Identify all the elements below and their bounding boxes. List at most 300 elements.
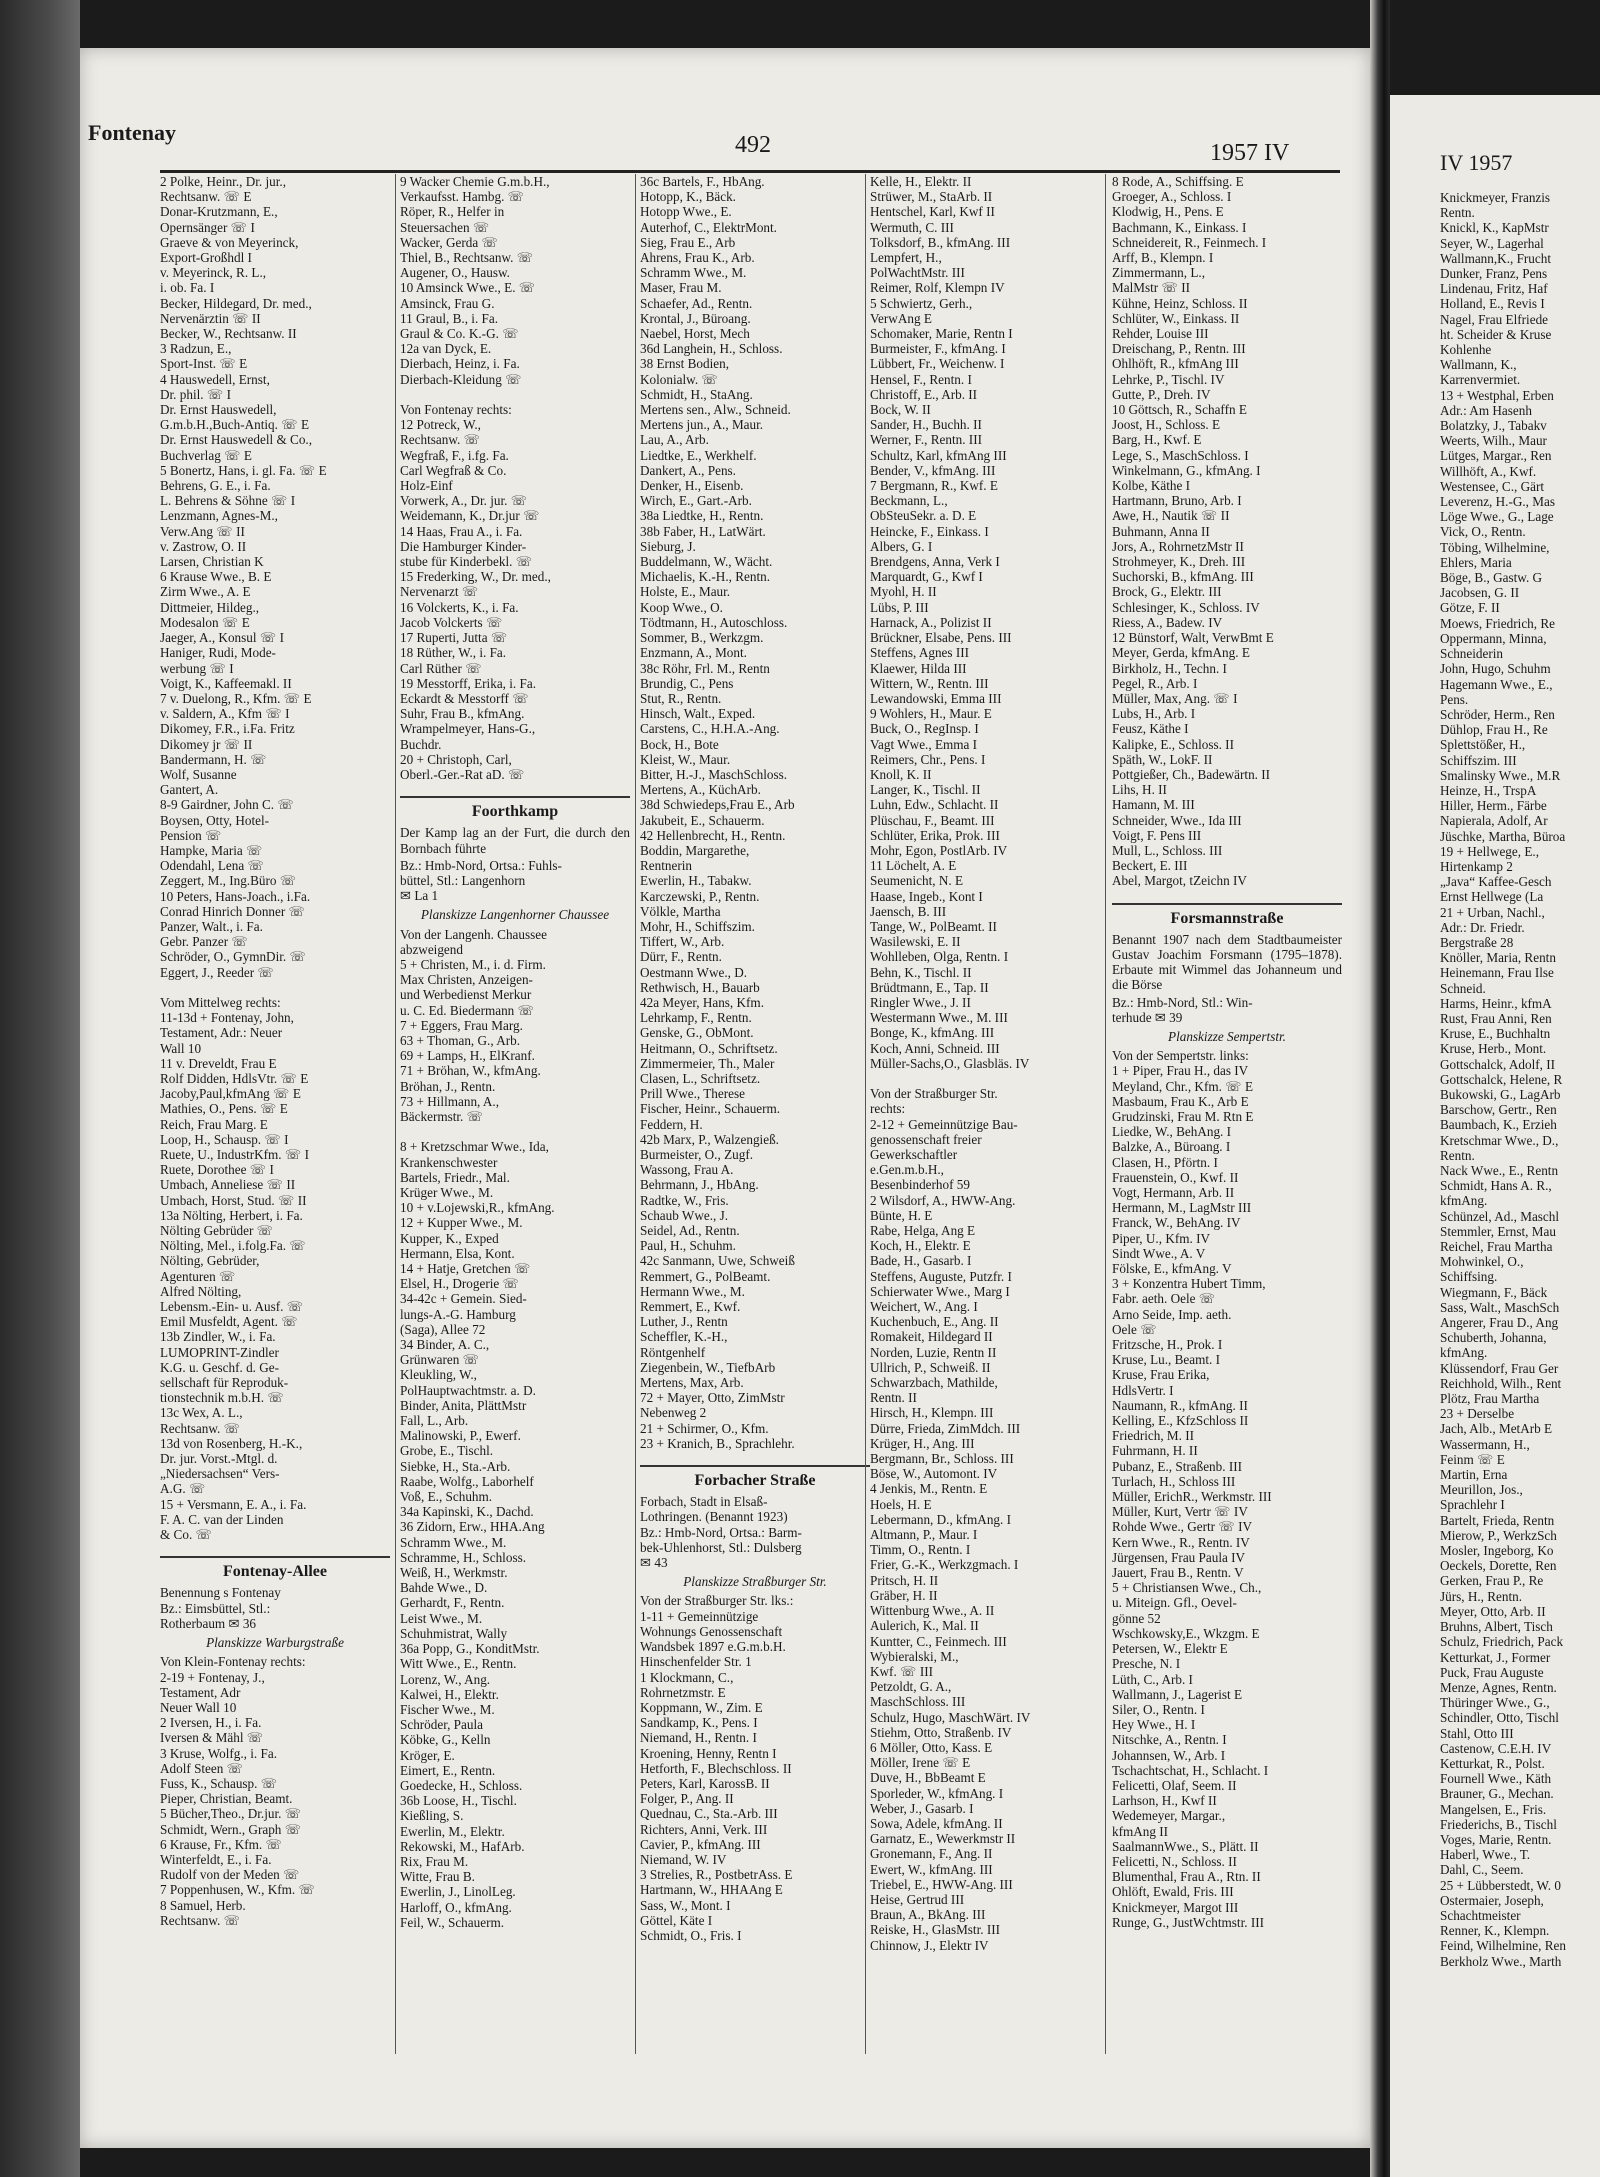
directory-entry: 12a van Dyck, E.	[400, 341, 492, 357]
directory-entry: Schaefer, Ad., Rentn.	[640, 295, 753, 311]
district-info: büttel, Stl.: Langenhorn	[400, 872, 526, 888]
directory-entry: Presche, N. I	[1112, 1656, 1181, 1672]
facing-page-entry: Bergstraße 28	[1440, 934, 1514, 950]
directory-entry: Hensel, F., Rentn. I	[870, 371, 972, 387]
directory-entry: Goedecke, H., Schloss.	[400, 1777, 523, 1793]
facing-page-entry: Adr.: Dr. Friedr.	[1440, 919, 1525, 935]
column-2	[400, 174, 630, 2054]
column-divider	[395, 174, 396, 2054]
directory-entry: Steffens, Agnes III	[870, 645, 970, 661]
directory-entry: 36 Zidorn, Erw., HHA.Ang	[400, 1519, 545, 1535]
district-info: Lothringen. (Benannt 1923)	[640, 1509, 788, 1525]
facing-page-entry: Westensee, C., Gärt	[1440, 478, 1545, 494]
directory-entry: Knickmeyer, Margot III	[1112, 1899, 1239, 1915]
directory-entry: 12 Bünstorf, Walt, VerwBmt E	[1112, 630, 1274, 646]
directory-entry: 71 + Bröhan, W., kfmAng.	[400, 1063, 541, 1079]
directory-entry: Von der Straßburger Str. lks.:	[640, 1593, 794, 1609]
directory-entry: 19 Messtorff, Erika, i. Fa.	[400, 675, 537, 691]
directory-entry: Buhmann, Anna II	[1112, 523, 1210, 539]
directory-entry: Oberl.-Ger.-Rat aD. ☏	[400, 766, 525, 782]
plan-reference: Planskizze Warburgstraße	[206, 1635, 344, 1651]
directory-entry: Reiske, H., GlasMstr. III	[870, 1922, 1001, 1938]
directory-entry	[870, 1071, 1100, 1086]
directory-entry: kfmAng II	[1112, 1823, 1169, 1839]
directory-entry: Dürr, F., Rentn.	[640, 949, 722, 965]
directory-entry: Aulerich, K., Mal. II	[870, 1618, 979, 1634]
directory-entry: Dr. Ernst Hauswedell,	[160, 402, 277, 418]
directory-entry: Von der Sempertstr. links:	[1112, 1048, 1249, 1064]
directory-entry: & Co. ☏	[160, 1527, 213, 1543]
directory-entry: Awe, H., Nautik ☏ II	[1112, 508, 1230, 524]
directory-entry: Sommer, B., Werkzgm.	[640, 630, 764, 646]
directory-entry: Iversen & Mähl ☏	[160, 1730, 264, 1746]
directory-entry: Zimmermann, L.,	[1112, 265, 1206, 281]
directory-entry: Kruse, Frau Erika,	[1112, 1367, 1210, 1383]
directory-entry: Haniger, Rudi, Mode-	[160, 645, 276, 661]
directory-entry: Altmann, P., Maur. I	[870, 1527, 978, 1543]
directory-entry: 42 Hellenbrecht, H., Rentn.	[640, 827, 786, 843]
facing-page-entry: Voges, Marie, Rentn.	[1440, 1831, 1552, 1847]
directory-entry: 7 Poppenhusen, W., Kfm. ☏	[160, 1882, 315, 1898]
facing-page-entry: Weerts, Wilh., Maur	[1440, 433, 1547, 449]
directory-entry: Testament, Adr.: Neuer	[160, 1025, 283, 1041]
directory-entry: Umbach, Horst, Stud. ☏ II	[160, 1192, 307, 1208]
directory-entry: Boddin, Margarethe,	[640, 842, 750, 858]
directory-entry: Hirsch, H., Klempn. III	[870, 1405, 994, 1421]
directory-entry: Hinschenfelder Str. 1	[640, 1654, 752, 1670]
facing-page-entry: kfmAng.	[1440, 1193, 1488, 1209]
directory-entry: Wybieralski, M.,	[870, 1648, 959, 1664]
directory-entry: Chinnow, J., Elektr IV	[870, 1937, 989, 1953]
directory-entry: Ullrich, P., Schweiß. II	[870, 1359, 991, 1375]
directory-entry: Lege, S., MaschSchloss. I	[1112, 447, 1249, 463]
directory-entry: PolWachtMstr. III	[870, 265, 965, 281]
directory-entry: Felicetti, N., Schloss. II	[1112, 1853, 1237, 1869]
directory-entry: 2-19 + Fontenay, J.,	[160, 1669, 265, 1685]
directory-entry: Winkelmann, G., kfmAng. I	[1112, 462, 1261, 478]
directory-entry: Buchverlag ☏ E	[160, 447, 252, 463]
directory-entry: Hoels, H. E	[870, 1496, 932, 1512]
directory-entry: 13a Nölting, Herbert, i. Fa.	[160, 1207, 303, 1223]
directory-entry: Odendahl, Lena ☏	[160, 858, 265, 874]
facing-page-entry: Rentn.	[1440, 205, 1475, 221]
directory-entry: Tschachtschat, H., Schlacht. I	[1112, 1762, 1269, 1778]
directory-entry: Nervenarzt ☏	[400, 584, 479, 600]
directory-entry	[400, 1124, 630, 1139]
directory-entry: Pottgießer, Ch., Badewärtn. II	[1112, 766, 1271, 782]
directory-entry: Abel, Margot, tZeichn IV	[1112, 873, 1247, 889]
directory-entry: Groeger, A., Schloss. I	[1112, 189, 1232, 205]
directory-entry: Von der Langenh. Chaussee	[400, 926, 547, 942]
directory-entry: Ewerlin, H., Tabakw.	[640, 873, 752, 889]
directory-entry: Kuntter, C., Feinmech. III	[870, 1633, 1007, 1649]
directory-entry: Beckert, E. III	[1112, 858, 1188, 874]
directory-entry: Müller, ErichR., Werkmstr. III	[1112, 1489, 1272, 1505]
directory-entry: Peters, Karl, KarossB. II	[640, 1775, 770, 1791]
directory-entry: Holste, E., Maur.	[640, 584, 731, 600]
facing-page-entry: Vick, O., Rentn.	[1440, 524, 1526, 540]
directory-entry: Die Hamburger Kinder-	[400, 538, 527, 554]
directory-entry: Brundig, C., Pens	[640, 675, 734, 691]
directory-entry: Dankert, A., Pens.	[640, 462, 736, 478]
directory-entry: Rolf Didden, HdlsVtr. ☏ E	[160, 1070, 309, 1086]
column-divider	[635, 174, 636, 2054]
directory-entry: Strüwer, M., StaArb. II	[870, 189, 993, 205]
directory-entry: Turlach, H., Schloss III	[1112, 1473, 1236, 1489]
directory-entry: Wohnungs Genossenschaft	[640, 1623, 783, 1639]
directory-entry: Vorwerk, A., Dr. jur. ☏	[400, 493, 528, 509]
directory-entry: Kleist, W., Maur.	[640, 751, 731, 767]
directory-entry: 1 Klockmann, C.,	[640, 1669, 734, 1685]
directory-entry: Röper, R., Helfer in	[400, 204, 505, 220]
facing-page-entry: Töbing, Wilhelmine,	[1440, 539, 1550, 555]
directory-entry: Siler, O., Rentn. I	[1112, 1701, 1205, 1717]
directory-entry: 7 v. Duelong, R., Kfm. ☏ E	[160, 690, 312, 706]
facing-page-entry: Jacobsen, G. II	[1440, 585, 1520, 601]
district-info: Bz.: Hmb-Nord, Ortsa.: Fuhls-	[400, 857, 562, 873]
directory-entry: Radtke, W., Fris.	[640, 1192, 729, 1208]
directory-entry: Lehrke, P., Tischl. IV	[1112, 371, 1225, 387]
directory-entry: Pegel, R., Arb. I	[1112, 675, 1198, 691]
directory-entry: Gutte, P., Dreh. IV	[1112, 386, 1211, 402]
directory-entry: Lorenz, W., Ang.	[400, 1671, 491, 1687]
directory-entry: Hinsch, Walt., Exped.	[640, 706, 756, 722]
facing-page-entry: John, Hugo, Schuhm	[1440, 661, 1551, 677]
directory-entry: 5 + Christiansen Wwe., Ch.,	[1112, 1580, 1262, 1596]
directory-entry: Myohl, H. II	[870, 584, 937, 600]
directory-entry: Rechtsanw. ☏	[160, 1912, 241, 1928]
directory-entry: Balzke, A., Büroang. I	[1112, 1139, 1231, 1155]
directory-entry: Sieburg, J.	[640, 538, 696, 554]
directory-entry: Krüger, H., Ang. III	[870, 1435, 975, 1451]
directory-entry: Wohlleben, Olga, Rentn. I	[870, 949, 1009, 965]
directory-entry: Feusz, Käthe I	[1112, 721, 1189, 737]
directory-entry: Hamann, M. III	[1112, 797, 1195, 813]
directory-entry: Bahde Wwe., D.	[400, 1580, 488, 1596]
directory-entry: Burmeister, F., kfmAng. I	[870, 341, 1006, 357]
directory-entry: Larsen, Christian K	[160, 554, 264, 570]
district-info: Forbach, Stadt in Elsaß-	[640, 1494, 768, 1510]
directory-entry: Carl Rüther ☏	[400, 660, 482, 676]
facing-page-entry: Jürs, H., Rentn.	[1440, 1588, 1523, 1604]
facing-page-entry: Bukowski, G., LagArb	[1440, 1086, 1561, 1102]
directory-entry: Koop Wwe., O.	[640, 599, 723, 615]
directory-entry: Sowa, Adele, kfmAng. II	[870, 1815, 1003, 1831]
directory-entry: Marquardt, G., Kwf I	[870, 569, 983, 585]
directory-entry: Rudolf von der Meden ☏	[160, 1867, 300, 1883]
directory-entry: Amsinck, Frau G.	[400, 295, 495, 311]
directory-entry: Brüdtmann, E., Tap. II	[870, 979, 989, 995]
facing-page-entry: Moews, Friedrich, Re	[1440, 615, 1556, 631]
directory-entry: Braun, A., BkAng. III	[870, 1907, 986, 1923]
directory-entry: Müller, Max, Ang. ☏ I	[1112, 690, 1238, 706]
directory-entry: Harloff, O., kfmAng.	[400, 1899, 512, 1915]
directory-entry: Gebr. Panzer ☏	[160, 934, 248, 950]
directory-entry: Von der Straßburger Str.	[870, 1086, 998, 1102]
directory-entry: i. ob. Fa. I	[160, 280, 215, 296]
facing-page-entry: Stemmler, Ernst, Mau	[1440, 1223, 1556, 1239]
directory-entry: Jakubeit, E., Schauerm.	[640, 812, 765, 828]
directory-entry: Conrad Hinrich Donner ☏	[160, 903, 306, 919]
directory-entry: 36c Bartels, F., HbAng.	[640, 174, 765, 189]
directory-entry: Schramm Wwe., M.	[400, 1534, 507, 1550]
facing-page-entry: Reichel, Frau Martha	[1440, 1239, 1553, 1255]
directory-entry: Kalipke, E., Schloss. II	[1112, 736, 1234, 752]
directory-entry: Boysen, Otty, Hotel-	[160, 812, 270, 828]
directory-entry: Fischer Wwe., M.	[400, 1701, 495, 1717]
directory-entry: Hermann, Elsa, Kont.	[400, 1245, 515, 1261]
directory-entry: Panzer, Walt., i. Fa.	[160, 918, 263, 934]
directory-entry: Raabe, Wolfg., Laborhelf	[400, 1473, 534, 1489]
facing-page-entry: Schröder, Herm., Ren	[1440, 706, 1555, 722]
directory-entry: 3 + Konzentra Hubert Timm,	[1112, 1276, 1266, 1292]
directory-entry: Schramme, H., Schloss.	[400, 1549, 527, 1565]
directory-entry: Dikomey jr ☏ II	[160, 736, 253, 752]
facing-page-entry: Sass, Walt., MaschSch	[1440, 1299, 1560, 1315]
directory-entry: Wittern, W., Rentn. III	[870, 675, 989, 691]
directory-entry: 7 + Eggers, Frau Marg.	[400, 1017, 523, 1033]
directory-entry: Rekowski, M., HafArb.	[400, 1838, 525, 1854]
facing-page-entry: „Java“ Kaffee-Gesch	[1440, 874, 1552, 890]
directory-entry: Gronemann, F., Ang. II	[870, 1846, 993, 1862]
directory-entry: Remmert, E., Kwf.	[640, 1299, 741, 1315]
directory-entry: 12 Potreck, W.,	[400, 417, 481, 433]
directory-entry: Köbke, G., Kelln	[400, 1732, 491, 1748]
facing-page-entry: Jach, Alb., MetArb E	[1440, 1421, 1553, 1437]
directory-entry: 12 + Kupper Wwe., M.	[400, 1215, 523, 1231]
directory-entry: (Saga), Allee 72	[400, 1321, 486, 1337]
facing-page-entry: Gottschalck, Adolf, II	[1440, 1056, 1555, 1072]
directory-entry: Stiehm, Otto, Straßenb. IV	[870, 1724, 1012, 1740]
directory-entry: Kalwei, H., Elektr.	[400, 1686, 499, 1702]
directory-entry: Weber, J., Gasarb. I	[870, 1800, 974, 1816]
facing-page-entry: Nagel, Frau Elfriede	[1440, 311, 1549, 327]
directory-entry: Beckmann, L.,	[870, 493, 948, 509]
directory-entry: Bachmann, K., Einkass. I	[1112, 219, 1247, 235]
directory-entry: 5 Bonertz, Hans, i. gl. Fa. ☏ E	[160, 462, 327, 478]
facing-page-entry: Wallmann,K., Frucht	[1440, 250, 1552, 266]
page-edge-shadow	[0, 0, 80, 2177]
plan-reference: Planskizze Langenhorner Chaussee	[420, 907, 610, 923]
facing-page-entry: Heinemann, Frau Ilse	[1440, 965, 1554, 981]
directory-entry: Wegfraß, F., i.fg. Fa.	[400, 447, 509, 463]
directory-entry: 42b Marx, P., Walzengieß.	[640, 1131, 779, 1147]
directory-entry: Jors, A., RohrnetzMstr II	[1112, 538, 1244, 554]
directory-entry: Ohlhöft, R., kfmAng III	[1112, 356, 1239, 372]
directory-entry: 38a Liedtke, H., Rentn.	[640, 508, 764, 524]
directory-entry: 23 + Kranich, B., Sprachlehr.	[640, 1435, 795, 1451]
district-info: Rotherbaum ✉ 36	[160, 1615, 257, 1631]
directory-entry: Becker, W., Rechtsanw. II	[160, 326, 297, 342]
directory-entry: 9 Wohlers, H., Maur. E	[870, 706, 992, 722]
facing-page-entry: Schmidt, Hans A. R.,	[1440, 1178, 1552, 1194]
directory-entry: Sporleder, W., kfmAng. I	[870, 1785, 1004, 1801]
directory-entry: rechts:	[870, 1101, 906, 1117]
directory-entry: Ahrens, Frau K., Arb.	[640, 250, 755, 266]
directory-entry: PolHauptwachtmstr. a. D.	[400, 1382, 536, 1398]
directory-entry: Dierbach, Heinz, i. Fa.	[400, 356, 520, 372]
directory-entry: Lewandowski, Emma III	[870, 690, 1002, 706]
facing-page-entry: Holland, E., Revis I	[1440, 296, 1545, 312]
directory-entry: A.G. ☏	[160, 1481, 206, 1497]
directory-entry: Hermann, M., LagMstr III	[1112, 1200, 1252, 1216]
directory-entry: Thiel, B., Rechtsanw. ☏	[400, 250, 534, 266]
facing-page-entry: Oeckels, Dorette, Ren	[1440, 1558, 1557, 1574]
directory-entry: Schaub Wwe., J.	[640, 1207, 729, 1223]
directory-entry: Wirch, E., Gart.-Arb.	[640, 493, 752, 509]
directory-entry: Reimer, Rolf, Klempn IV	[870, 280, 1005, 296]
directory-entry: Nebenweg 2	[640, 1405, 707, 1421]
directory-entry: Kuchenbuch, E., Ang. II	[870, 1314, 999, 1330]
directory-entry: Kolbe, Käthe I	[1112, 478, 1190, 494]
facing-page-entry: Feinm ☏ E	[1440, 1451, 1505, 1467]
directory-entry: 2 Polke, Heinr., Dr. jur.,	[160, 174, 287, 189]
header-rule	[160, 170, 1340, 173]
directory-entry: Gerhardt, F., Rentn.	[400, 1595, 505, 1611]
facing-page-entry: 25 + Lübberstedt, W. 0	[1440, 1877, 1561, 1893]
directory-entry: Lubs, H., Arb. I	[1112, 706, 1196, 722]
directory-entry: 38c Röhr, Frl. M., Rentn	[640, 660, 770, 676]
directory-entry: 15 + Versmann, E. A., i. Fa.	[160, 1496, 307, 1512]
facing-page-entry: Barschow, Gertr., Ren	[1440, 1102, 1557, 1118]
facing-page-entry: Schiffszim. III	[1440, 752, 1517, 768]
directory-entry: Schlüter, W., Einkass. II	[1112, 310, 1240, 326]
directory-entry: Voigt, K., Kaffeemakl. II	[160, 675, 292, 691]
facing-page-entry: Friederichs, B., Tischl	[1440, 1816, 1557, 1832]
directory-entry: Bünte, H. E	[870, 1207, 933, 1223]
facing-page-entry: Fournell Wwe., Käth	[1440, 1771, 1552, 1787]
facing-page-entry: Schneid.	[1440, 980, 1486, 996]
directory-entry: Zeggert, M., Ing.Büro ☏	[160, 873, 297, 889]
directory-entry: Kühne, Heinz, Schloss. II	[1112, 295, 1248, 311]
facing-page-entry: Lindenau, Fritz, Haf	[1440, 281, 1548, 297]
facing-page-entry: Heinze, H., TrspA	[1440, 782, 1537, 798]
directory-entry: 38b Faber, H., LatWärt.	[640, 523, 766, 539]
directory-entry: Larhson, H., Kwf II	[1112, 1793, 1217, 1809]
directory-entry: Bröhan, J., Rentn.	[400, 1078, 496, 1094]
directory-entry: Suchorski, B., kfmAng. III	[1112, 569, 1254, 585]
district-info: Bz.: Hmb-Nord, Ortsa.: Barm-	[640, 1524, 802, 1540]
directory-entry: Westermann Wwe., M. III	[870, 1010, 1008, 1026]
directory-entry: Kern Wwe., R., Rentn. IV	[1112, 1534, 1250, 1550]
directory-entry: Wall 10	[160, 1040, 202, 1056]
directory-entry: Hey Wwe., H. I	[1112, 1717, 1196, 1733]
directory-entry: 8 Samuel, Herb.	[160, 1897, 246, 1913]
directory-entry: Schlüter, Erika, Prok. III	[870, 827, 1000, 843]
directory-entry: Ruete, Dorothee ☏ I	[160, 1162, 274, 1178]
directory-entry: Möller, Irene ☏ E	[870, 1755, 971, 1771]
directory-entry: Kolonialw. ☏	[640, 371, 718, 387]
facing-page-entry: Gerken, Frau P., Re	[1440, 1573, 1544, 1589]
directory-entry: genossenschaft freier	[870, 1131, 982, 1147]
directory-entry: Bäckermstr. ☏	[400, 1108, 484, 1124]
directory-entry: Winterfeldt, E., i. Fa.	[160, 1851, 272, 1867]
directory-entry: Harnack, A., Polizist II	[870, 614, 992, 630]
directory-entry: Bandermann, H. ☏	[160, 751, 267, 767]
directory-entry: Buck, O., RegInsp. I	[870, 721, 979, 737]
directory-entry: Franck, W., BehAng. IV	[1112, 1215, 1241, 1231]
district-info: ✉ La 1	[400, 888, 439, 904]
facing-page-entry: Bruhns, Albert, Tisch	[1440, 1619, 1553, 1635]
directory-entry: Voigt, F. Pens III	[1112, 827, 1202, 843]
facing-page-entry: Oppermann, Minna,	[1440, 630, 1547, 646]
directory-entry: Rehder, Louise III	[1112, 326, 1209, 342]
facing-page-entry: Sprachlehr I	[1440, 1497, 1505, 1513]
directory-entry: Burmeister, O., Zugf.	[640, 1147, 754, 1162]
directory-entry: Rechtsanw. ☏ E	[160, 189, 252, 205]
directory-entry: 36b Loose, H., Tischl.	[400, 1793, 517, 1809]
directory-entry: Romakeit, Hildegard II	[870, 1329, 993, 1345]
directory-entry: Naumann, R., kfmAng. II	[1112, 1397, 1248, 1413]
directory-entry: Verkaufsst. Hambg. ☏	[400, 189, 525, 205]
directory-entry: Pubanz, E., Straßenb. III	[1112, 1458, 1243, 1474]
facing-page-entry: Seyer, W., Lagerhal	[1440, 235, 1544, 251]
directory-entry: 10 + v.Lojewski,R., kfmAng.	[400, 1200, 555, 1216]
directory-entry: Brock, G., Elektr. III	[1112, 584, 1222, 600]
directory-entry: Wandsbek 1897 e.G.m.b.H.	[640, 1639, 786, 1655]
directory-entry: Prill Wwe., Therese	[640, 1086, 745, 1102]
directory-entry: Dreischang, P., Rentn. III	[1112, 341, 1246, 357]
directory-entry: 36a Popp, G., KonditMstr.	[400, 1641, 540, 1657]
directory-entry: Haase, Ingeb., Kont I	[870, 888, 983, 904]
directory-entry: Besenbinderhof 59	[870, 1177, 970, 1193]
directory-entry: sellschaft für Reproduk-	[160, 1375, 289, 1391]
directory-entry: Bartels, Friedr., Mal.	[400, 1169, 510, 1185]
directory-entry: Eimert, E., Rentn.	[400, 1762, 496, 1778]
directory-entry: Werner, F., Rentn. III	[870, 432, 982, 448]
facing-page-entry: Dunker, Franz, Pens	[1440, 266, 1548, 282]
directory-entry: Schröder, O., GymnDir. ☏	[160, 949, 306, 965]
directory-entry: Kroening, Henny, Rentn I	[640, 1745, 777, 1761]
directory-entry: Mohr, H., Schiffszim.	[640, 918, 755, 934]
directory-entry: F. A. C. van der Linden	[160, 1511, 284, 1527]
street-description: Benannt 1907 nach dem Stadtbaumeister Gustav Joachim Forsmann (1795–1878). Erbaute mit Wimmel das Johanneum und die Börse	[1112, 931, 1342, 993]
running-head-street: Fontenay	[88, 120, 176, 145]
directory-entry: Bock, H., Bote	[640, 736, 719, 752]
directory-entry: Arff, B., Klempn. I	[1112, 250, 1214, 266]
directory-entry: Arno Seide, Imp. aeth.	[1112, 1306, 1232, 1322]
directory-entry: Luhn, Edw., Schlacht. II	[870, 797, 999, 813]
directory-entry: K.G. u. Geschf. d. Ge-	[160, 1359, 280, 1375]
directory-entry: „Niedersachsen“ Vers-	[160, 1466, 280, 1482]
directory-entry: Schneidereit, R., Feinmech. I	[1112, 234, 1267, 250]
directory-entry: Wallmann, J., Lagerist E	[1112, 1686, 1243, 1702]
directory-entry: HdlsVertr. I	[1112, 1382, 1174, 1398]
facing-page-entry: Mierow, P., WerkzSch	[1440, 1527, 1557, 1543]
directory-entry: Naebel, Horst, Mech	[640, 326, 750, 342]
directory-entry: Feddern, H.	[640, 1116, 703, 1132]
facing-page-entry: Bolatzky, J., Tabakv	[1440, 418, 1547, 434]
directory-entry: Kupper, K., Exped	[400, 1230, 499, 1246]
directory-entry: e.Gen.m.b.H.,	[870, 1162, 944, 1178]
directory-entry: Gantert, A.	[160, 782, 219, 798]
directory-entry: Klodwig, H., Pens. E	[1112, 204, 1224, 220]
directory-entry: Lüth, C., Arb. I	[1112, 1671, 1193, 1687]
directory-entry: Fabr. aeth. Oele ☏	[1112, 1291, 1216, 1307]
directory-entry: Schuhmistrat, Wally	[400, 1625, 508, 1641]
directory-entry: 17 Ruperti, Jutta ☏	[400, 630, 508, 646]
directory-entry: Fall, L., Arb.	[400, 1413, 469, 1429]
facing-page-entry: Adr.: Am Hasenh	[1440, 402, 1532, 418]
facing-page-entry: Löge Wwe., G., Lage	[1440, 509, 1554, 525]
facing-page-entry: Thüringer Wwe., G.,	[1440, 1695, 1550, 1711]
directory-entry: Vogt, Hermann, Arb. II	[1112, 1185, 1235, 1200]
facing-page-entry: Menze, Agnes, Rentn.	[1440, 1679, 1557, 1695]
directory-entry: Sieg, Frau E., Arb	[640, 234, 736, 250]
directory-entry: Mertens, A., KüchArb.	[640, 782, 761, 798]
directory-entry: Dierbach-Kleidung ☏	[400, 371, 522, 387]
street-heading: Forsmannstraße	[1112, 903, 1342, 926]
